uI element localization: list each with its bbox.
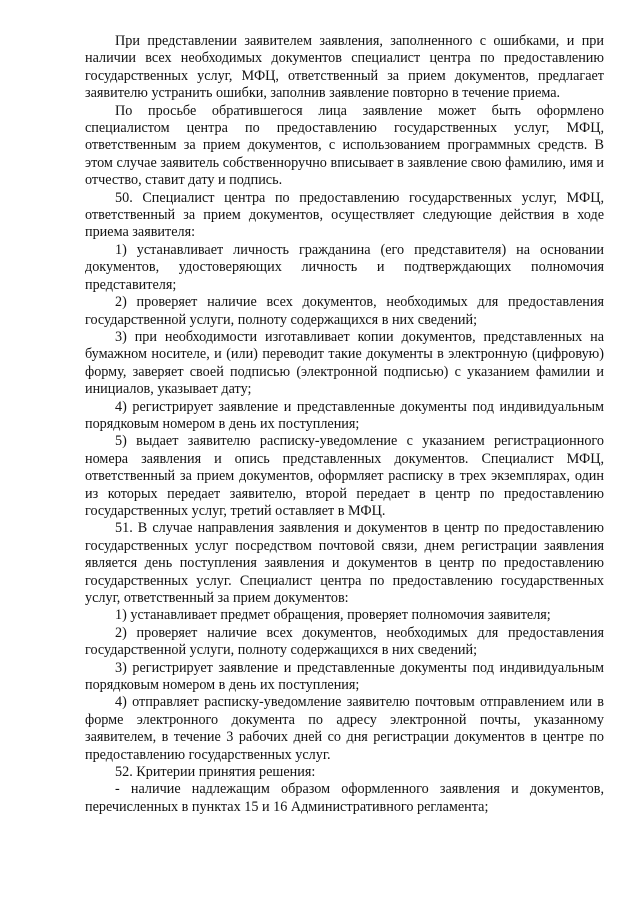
paragraph: 4) отправляет расписку-уведомление заявителю почтовым отправлением или в форме электронного документа по адресу электронной почты, указанному заявителем, в течение 3 рабочих дней со дня регистрации документов в центре по предоставлению государственных услуг. bbox=[85, 694, 604, 763]
paragraph: 5) выдает заявителю расписку-уведомление с указанием регистрационного номера заявления и опись представленных документов. Специалист МФЦ, ответственный за прием документов, оформляет расписку в трех экземплярах, один из которых передает заявителю, второй передает в центр по предоставлению государственных услуг, третий оставляет в МФЦ. bbox=[85, 433, 604, 519]
paragraph: По просьбе обратившегося лица заявление может быть оформлено специалистом центра по предоставлению государственных услуг, МФЦ, ответственным за прием документов, с использованием программных средств. В этом случае заявитель собственноручно вписывает в заявление свою фамилию, имя и отчество, ставит дату и подпись. bbox=[85, 102, 604, 189]
paragraph: 2) проверяет наличие всех документов, необходимых для предоставления государственной услуги, полноту содержащихся в них сведений; bbox=[85, 294, 604, 328]
paragraph: 51. В случае направления заявления и документов в центр по предоставлению государственных услуг посредством почтовой связи, днем регистрации заявления является день поступления заявления и документов в центр по предоставлению государственных услуг. Специалист центра по предоставлению государственных услуг, ответственный за прием документов: bbox=[85, 520, 604, 606]
paragraph: 50. Специалист центра по предоставлению государственных услуг, МФЦ, ответственный за прием документов, осуществляет следующие действия в ходе приема заявителя: bbox=[85, 189, 604, 241]
document-page bbox=[85, 33, 604, 816]
paragraph: 1) устанавливает предмет обращения, проверяет полномочия заявителя; bbox=[115, 607, 551, 624]
paragraph: 4) регистрирует заявление и представленные документы под индивидуальным порядковым номером в день их поступления; bbox=[85, 398, 604, 432]
paragraph: 52. Критерии принятия решения: bbox=[115, 764, 316, 781]
paragraph: При представлении заявителем заявления, заполненного с ошибками, и при наличии всех необходимых документов специалист центра по предоставлению государственных услуг, МФЦ, ответственный за прием документов, предлагает заявителю устранить ошибки, заполнив заявление повторно в течение приема. bbox=[85, 33, 604, 102]
paragraph: - наличие надлежащим образом оформленного заявления и документов, перечисленных в пунктах 15 и 16 Административного регламента; bbox=[85, 781, 604, 815]
paragraph: 2) проверяет наличие всех документов, необходимых для предоставления государственной услуги, полноту содержащихся в них сведений; bbox=[85, 624, 604, 659]
paragraph: 3) при необходимости изготавливает копии документов, представленных на бумажном носителе, и (или) переводит такие документы в электронную (цифровую) форму, заверяет своей подписью (электронной подписью) с указанием фамилии и инициалов, указывает дату; bbox=[85, 328, 604, 398]
paragraph: 3) регистрирует заявление и представленные документы под индивидуальным порядковым номером в день их поступления; bbox=[85, 659, 604, 694]
paragraph: 1) устанавливает личность гражданина (его представителя) на основании документов, удостоверяющих личность и подтверждающих полномочия представителя; bbox=[85, 241, 604, 293]
